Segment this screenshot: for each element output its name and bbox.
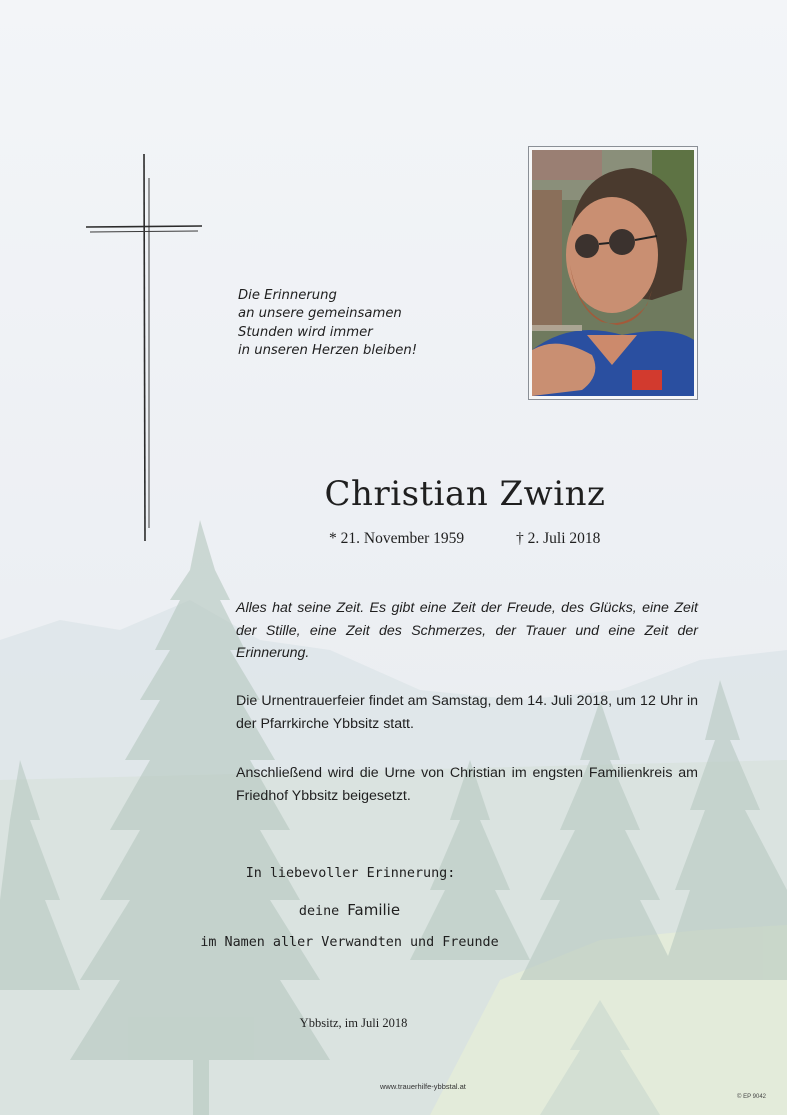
portrait-frame	[528, 146, 698, 400]
burial-paragraph: Anschließend wird die Urne von Christian im engsten Familienkreis am Friedhof Ybbsitz beigesetzt.	[236, 765, 698, 804]
family-prefix: deine	[298, 904, 340, 919]
quote-line: in unseren Herzen bleiben!	[238, 342, 417, 358]
quote-line: Die Erinnerung	[238, 288, 337, 303]
quote-line: Stunden wird immer	[238, 324, 373, 340]
death-date: † 2. Juli 2018	[516, 530, 601, 547]
life-dates	[0, 530, 787, 550]
birth-date: * 21. November 1959	[329, 530, 465, 547]
memorial-quote	[238, 287, 458, 360]
family-signature	[0, 901, 743, 919]
poem-paragraph: Alles hat seine Zeit. Es gibt eine Zeit der Freude, des Glücks, eine Zeit der Stille, eine Zeit des Schmerzes, der Trauer und eine Zeit der Erinnerung.	[236, 600, 698, 661]
family-label: Familie	[347, 901, 401, 919]
ceremony-paragraph: Die Urnentrauerfeier findet am Samstag, dem 14. Juli 2018, um 12 Uhr in der Pfarrkirche Ybbsitz statt.	[236, 693, 698, 732]
deceased-name: Christian Zwinz	[324, 474, 606, 514]
print-code: © EP 9042	[737, 1094, 766, 1100]
quote-line: an unsere gemeinsamen	[238, 306, 402, 322]
website-link[interactable]: www.trauerhilfe-ybbstal.at	[380, 1082, 466, 1091]
portrait-photo	[532, 150, 694, 396]
relatives-line: im Namen aller Verwandten und Freunde	[200, 935, 499, 950]
cross-icon	[80, 148, 210, 548]
closing-line: In liebevoller Erinnerung:	[245, 866, 456, 881]
place-date: Ybbsitz, im Juli 2018	[299, 1016, 408, 1030]
